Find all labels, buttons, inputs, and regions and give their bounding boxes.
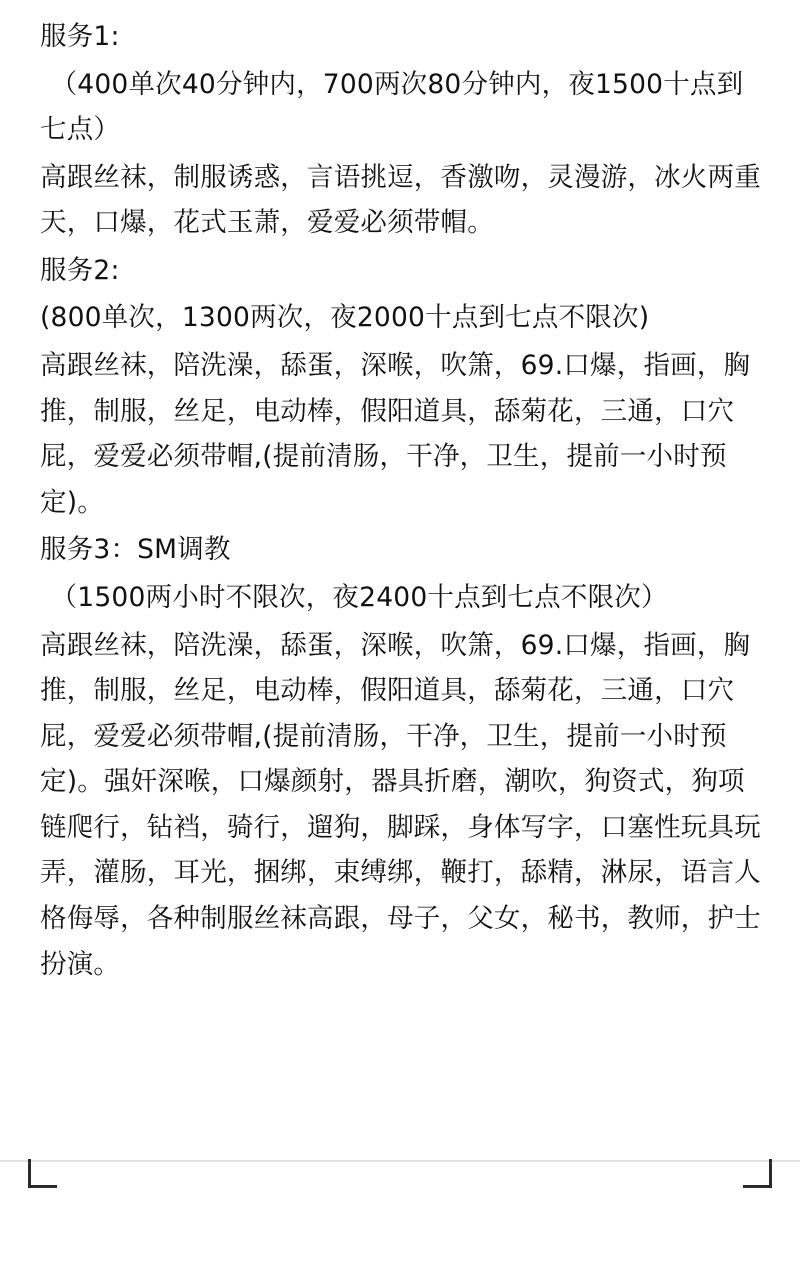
crop-mark-bottom-right [743, 1159, 772, 1188]
document-body [40, 14, 770, 987]
section-heading-service-1: 服务1: [40, 21, 120, 52]
pricing-line-service-2: (800单次，1300两次，夜2000十点到七点不限次) [40, 302, 650, 334]
page-bottom-margin [0, 1188, 800, 1274]
service-list-service-1: 高跟丝袜，制服诱惑，言语挑逗，香激吻，灵漫游，冰火两重天，口爆，花式玉萧，爱爱必须带帽。 [40, 161, 761, 239]
pricing-line-service-1: （400单次40分钟内，700两次80分钟内，夜1500十点到七点） [40, 68, 744, 146]
service-list-service-3: 高跟丝袜，陪洗澡，舔蛋，深喉，吹箫，69.口爆，指画，胸推，制服，丝足，电动棒，假阳道具，舔菊花，三通，口穴屁，爱爱必须带帽,(提前清肠，干净，卫生，提前一小时预定)。强奸深喉，口爆颜射，器具折磨，潮吹，狗资式，狗项链爬行，钻裆，骑行，遛狗，脚踩，身体写字，口塞性玩具玩弄，灌肠，耳光，捆绑，束缚绑，鞭打，舔精，淋尿，语言人格侮辱，各种制服丝袜高跟，母子，父女，秘书，教师，护士扮演。 [40, 629, 761, 980]
pricing-line-service-3: （1500两小时不限次，夜2400十点到七点不限次） [50, 581, 668, 613]
section-heading-service-3: 服务3：SM调教 [40, 534, 231, 566]
section-heading-service-2: 服务2: [40, 254, 120, 286]
footer-divider [0, 1160, 800, 1162]
crop-mark-bottom-left [28, 1159, 57, 1188]
service-list-service-2: 高跟丝袜，陪洗澡，舔蛋，深喉，吹箫，69.口爆，指画，胸推，制服，丝足，电动棒，假阳道具，舔菊花，三通，口穴屁，爱爱必须带帽,(提前清肠，干净，卫生，提前一小时预定)。 [40, 350, 751, 518]
